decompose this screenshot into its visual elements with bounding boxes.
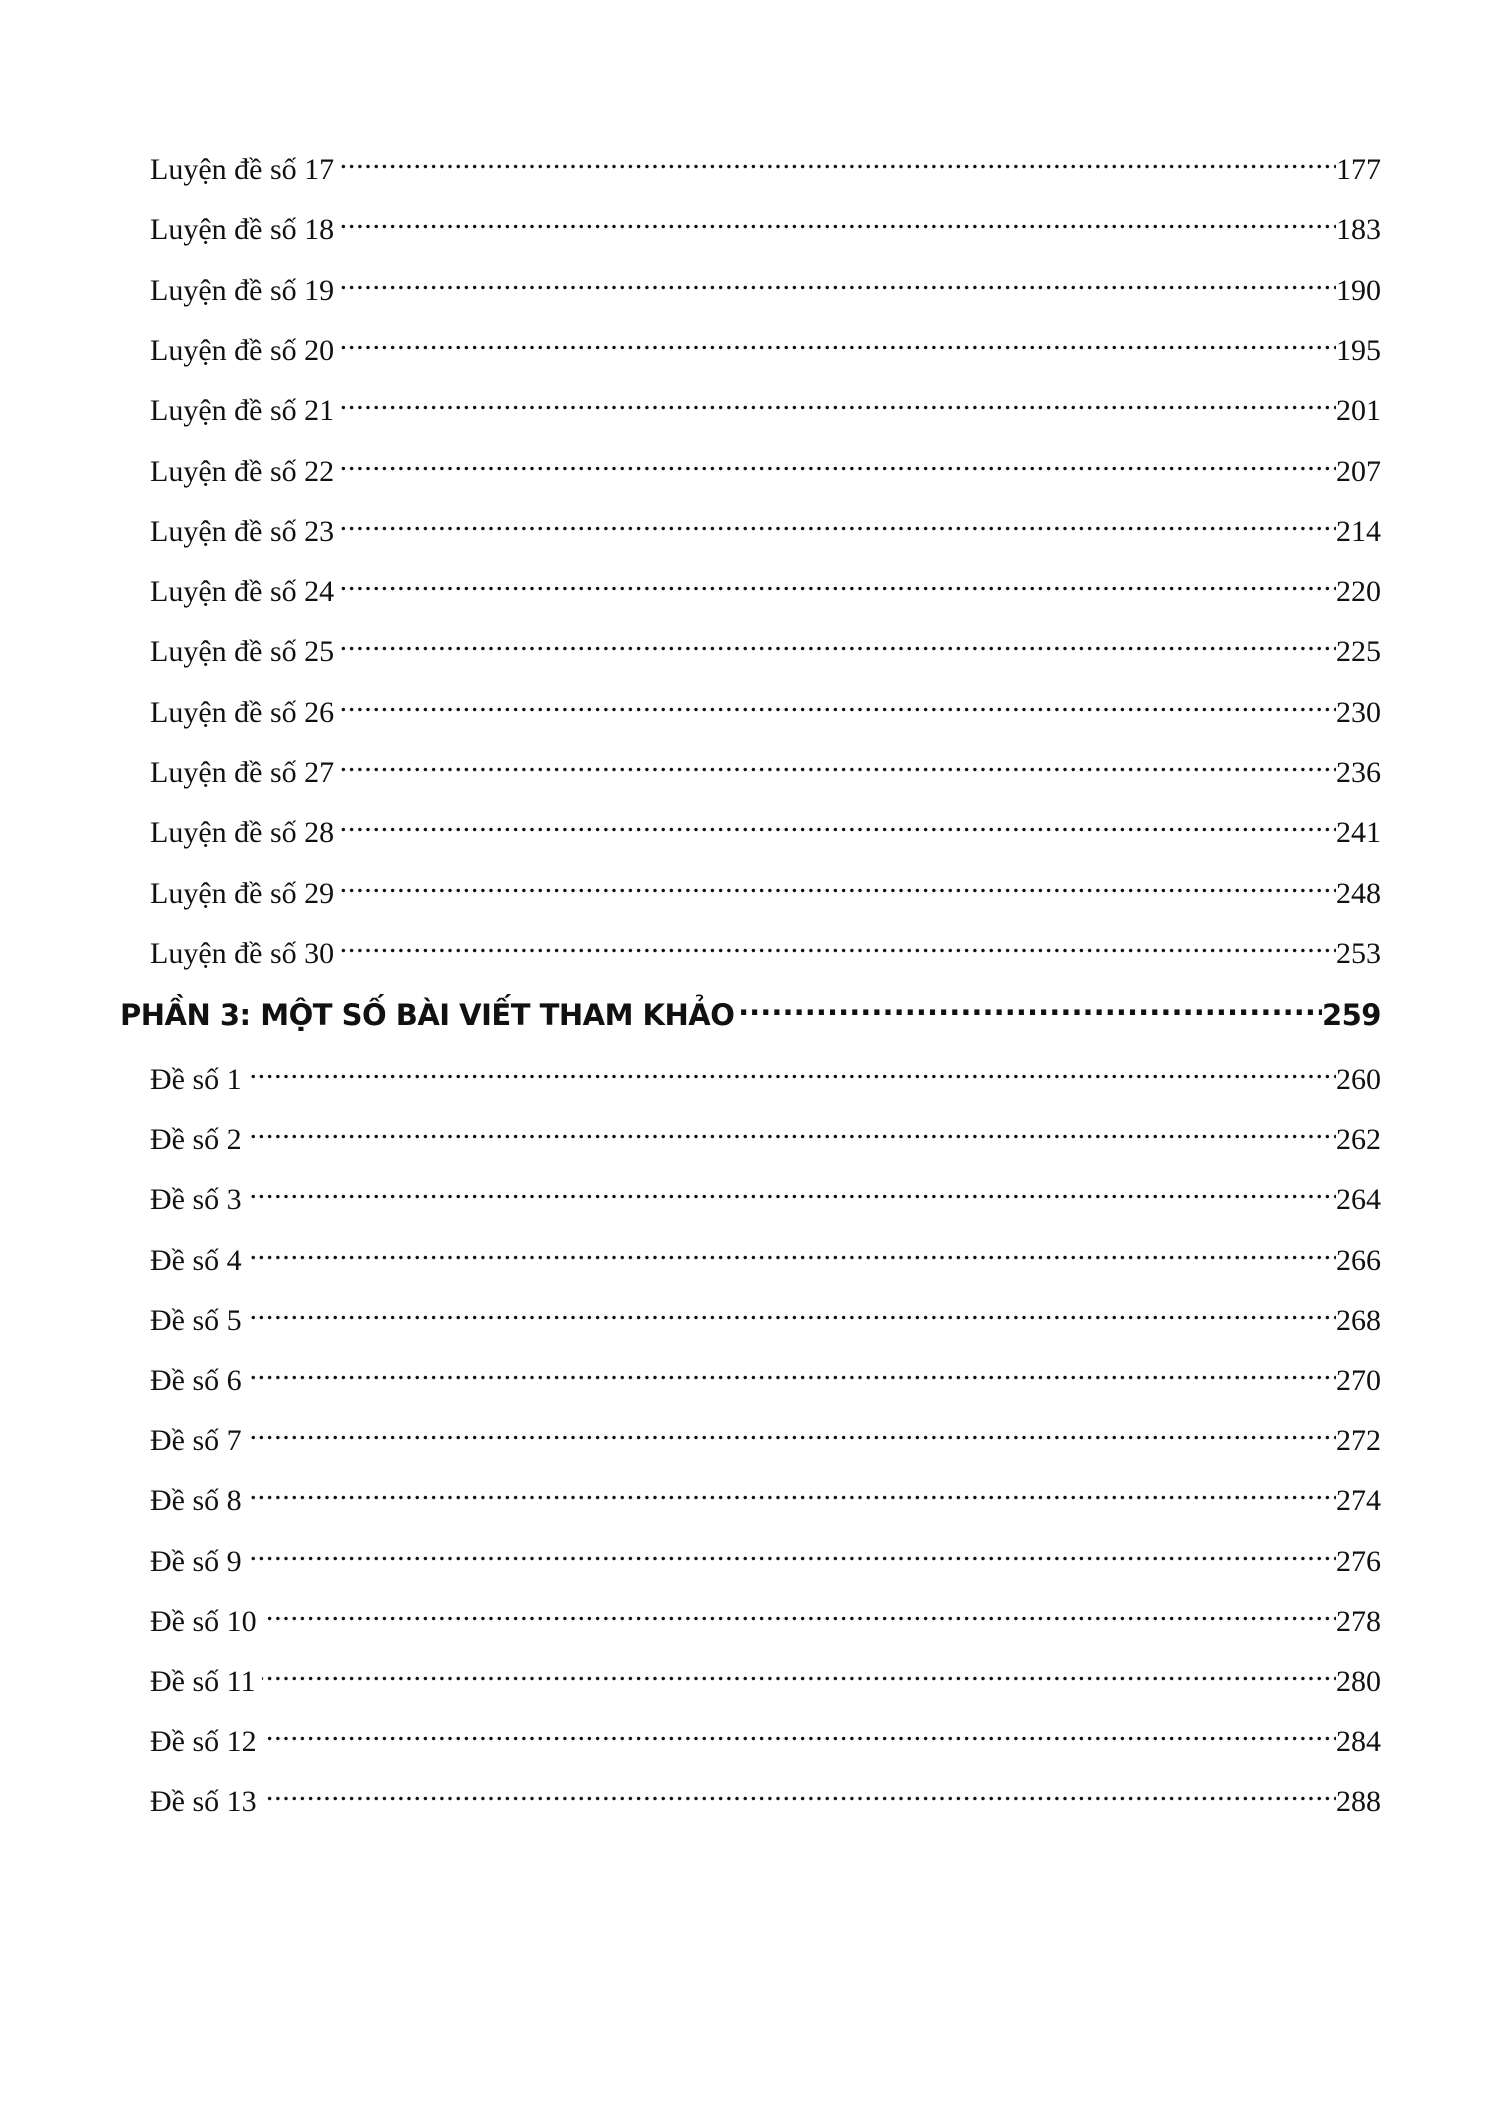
toc-entry-label: Luyện đề số 29	[150, 876, 335, 910]
dot-leader	[263, 1771, 1336, 1811]
dot-leader	[248, 1290, 1336, 1330]
toc-entry-label: Luyện đề số 22	[150, 454, 335, 488]
toc-entry[interactable]	[150, 1049, 1381, 1096]
toc-entry-label: Đề số 4	[150, 1243, 242, 1277]
toc-entry-page: 278	[1336, 1604, 1381, 1638]
toc-entry-page: 195	[1336, 333, 1381, 367]
dot-leader	[340, 682, 1336, 722]
toc-entry-page: 270	[1336, 1364, 1381, 1397]
toc-entry-page: 230	[1336, 695, 1381, 729]
toc-entry-page: 177	[1336, 153, 1381, 186]
toc-entry-page: 264	[1336, 1183, 1381, 1217]
toc-entry-label: Luyện đề số 25	[150, 635, 335, 669]
dot-leader	[340, 802, 1336, 842]
dot-leader	[248, 1410, 1336, 1450]
dot-leader	[340, 742, 1336, 782]
toc-entry-label: Đề số 5	[150, 1303, 242, 1337]
dot-leader	[340, 923, 1336, 963]
toc-entry-page: 248	[1336, 876, 1381, 910]
toc-entry-label: Luyện đề số 19	[150, 273, 335, 307]
toc-entry-page: 220	[1336, 575, 1381, 609]
toc-entry-page: 253	[1336, 936, 1381, 970]
dot-leader	[248, 1169, 1336, 1209]
toc-entry-label: Luyện đề số 21	[150, 394, 335, 428]
toc-entry[interactable]	[150, 1230, 1381, 1277]
dot-leader	[340, 380, 1336, 420]
toc-entry-page: 260	[1336, 1063, 1381, 1096]
toc-entry[interactable]	[150, 802, 1381, 850]
toc-entry-label: Luyện đề số 24	[150, 575, 335, 609]
dot-leader	[248, 1531, 1336, 1571]
toc-entry-label: Luyện đề số 27	[150, 756, 335, 789]
dot-leader	[248, 1049, 1336, 1089]
toc-entry-label: Đề số 7	[150, 1424, 242, 1458]
dot-leader	[248, 1350, 1336, 1390]
toc-entry[interactable]	[150, 1470, 1381, 1518]
toc-entry[interactable]	[150, 441, 1381, 488]
toc-entry-page: 259	[1321, 998, 1381, 1032]
toc-entry[interactable]	[150, 923, 1381, 970]
toc-entry[interactable]	[150, 742, 1381, 789]
toc-entry[interactable]	[150, 1711, 1381, 1759]
toc-entry-label: Đề số 2	[150, 1123, 242, 1157]
toc-entry[interactable]	[150, 1169, 1381, 1217]
toc-entry-page: 236	[1336, 756, 1381, 789]
toc-entry[interactable]	[150, 1410, 1381, 1458]
toc-entry[interactable]	[150, 139, 1381, 186]
toc-entry[interactable]	[150, 561, 1381, 609]
toc-entry[interactable]	[150, 1290, 1381, 1337]
toc-entry-label: Đề số 10	[150, 1604, 257, 1638]
toc-entry-page: 276	[1336, 1544, 1381, 1578]
toc-entry[interactable]	[150, 1591, 1381, 1638]
toc-entry-label: Đề số 12	[150, 1725, 257, 1759]
dot-leader	[340, 501, 1336, 541]
toc-entry-page: 280	[1336, 1665, 1381, 1698]
toc-entry-label: Đề số 11	[150, 1665, 256, 1698]
dot-leader	[340, 863, 1336, 903]
toc-entry-page: 288	[1336, 1785, 1381, 1819]
dot-leader	[340, 260, 1336, 300]
toc-entry-label: Luyện đề số 18	[150, 213, 335, 247]
toc-entry-label: Đề số 6	[150, 1364, 242, 1397]
dot-leader	[248, 1470, 1336, 1510]
toc-entry[interactable]	[150, 1350, 1381, 1397]
toc-entry-page: 274	[1336, 1484, 1381, 1518]
dot-leader	[340, 561, 1336, 601]
toc-entry[interactable]	[150, 1651, 1381, 1698]
toc-entry-page: 225	[1336, 635, 1381, 669]
toc-entry-page: 183	[1336, 213, 1381, 247]
toc-entry-page: 284	[1336, 1725, 1381, 1759]
dot-leader	[740, 985, 1322, 1025]
toc-entry-label: Luyện đề số 17	[150, 153, 335, 186]
toc-entry-page: 241	[1336, 816, 1381, 850]
toc-entry-label: Luyện đề số 30	[150, 936, 335, 970]
toc-entry[interactable]	[150, 682, 1381, 729]
dot-leader	[340, 139, 1336, 179]
toc-entry[interactable]	[150, 621, 1381, 669]
toc-entry-label: Đề số 8	[150, 1484, 242, 1518]
toc-entry-page: 266	[1336, 1243, 1381, 1277]
toc-entry-page: 268	[1336, 1303, 1381, 1337]
dot-leader	[262, 1651, 1336, 1691]
toc-entry-page: 207	[1336, 454, 1381, 488]
dot-leader	[248, 1230, 1336, 1270]
dot-leader	[263, 1591, 1336, 1631]
toc-entry-label: Đề số 13	[150, 1785, 257, 1819]
dot-leader	[340, 320, 1336, 360]
toc-entry[interactable]	[150, 320, 1381, 367]
toc-entry[interactable]	[150, 1771, 1381, 1819]
toc-section-heading[interactable]	[120, 985, 1381, 1032]
dot-leader	[340, 441, 1336, 481]
toc-entry-label: Luyện đề số 23	[150, 514, 335, 548]
toc-entry[interactable]	[150, 1109, 1381, 1157]
dot-leader	[263, 1711, 1336, 1751]
dot-leader	[340, 199, 1336, 239]
toc-entry-page: 262	[1336, 1123, 1381, 1157]
toc-entry-label: Đề số 1	[150, 1063, 242, 1096]
toc-entry[interactable]	[150, 501, 1381, 548]
toc-entry-page: 272	[1336, 1424, 1381, 1458]
toc-entry-label: Luyện đề số 26	[150, 695, 335, 729]
toc-entry-page: 190	[1336, 273, 1381, 307]
toc-entry-page: 214	[1336, 514, 1381, 548]
toc-entry-page: 201	[1336, 394, 1381, 428]
toc-entry-label: Luyện đề số 20	[150, 333, 335, 367]
toc-entry-label: PHẦN 3: MỘT SỐ BÀI VIẾT THAM KHẢO	[120, 998, 735, 1032]
toc-entry[interactable]	[150, 863, 1381, 910]
dot-leader	[248, 1109, 1336, 1149]
toc-entry[interactable]	[150, 380, 1381, 428]
toc-entry[interactable]	[150, 199, 1381, 247]
toc-entry-label: Đề số 3	[150, 1183, 242, 1217]
toc-entry[interactable]	[150, 260, 1381, 307]
toc-entry-label: Luyện đề số 28	[150, 816, 335, 850]
dot-leader	[340, 621, 1336, 661]
toc-entry-label: Đề số 9	[150, 1544, 242, 1578]
toc-entry[interactable]	[150, 1531, 1381, 1578]
